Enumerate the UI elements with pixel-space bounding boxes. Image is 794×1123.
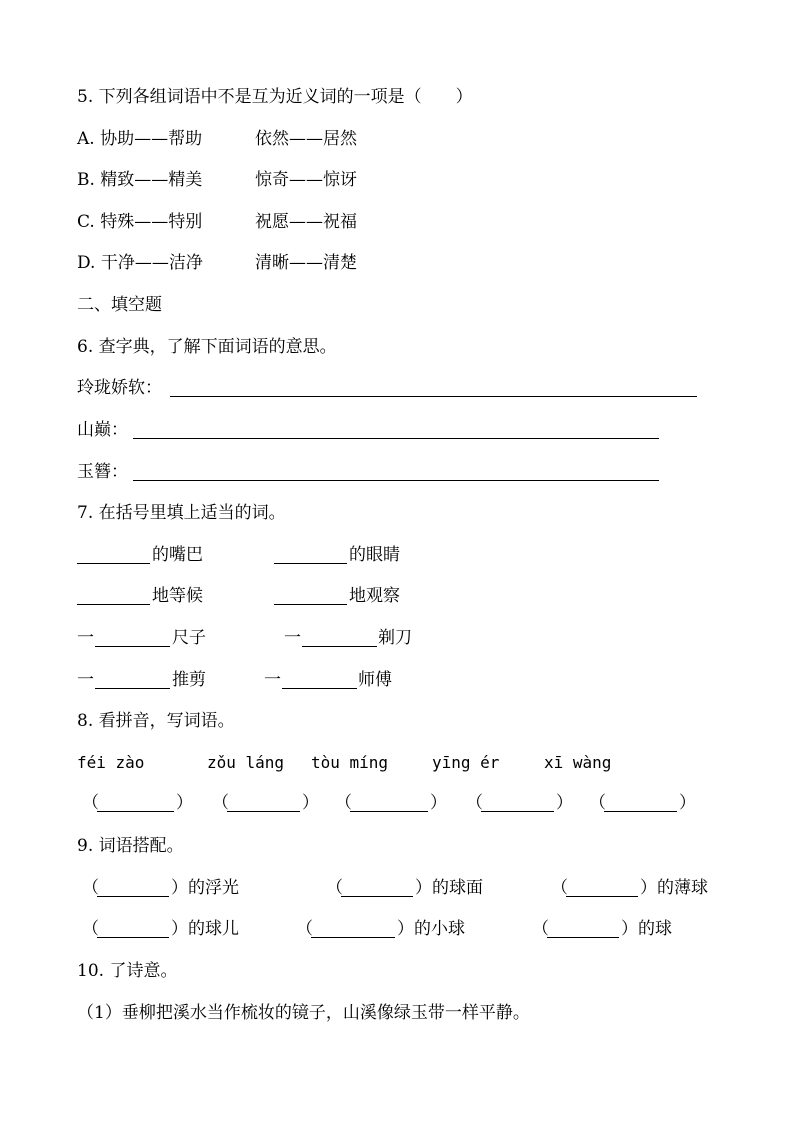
q7-blank-2[interactable] xyxy=(274,548,347,564)
q9-open-6: （ xyxy=(532,919,549,939)
q10-item-1: （1）垂柳把溪水当作梳妆的镜子，山溪像绿玉带一样平静。 xyxy=(77,1003,530,1023)
q8-bracket-open-5: （ xyxy=(589,793,606,813)
q9-open-5: （ xyxy=(296,919,313,939)
q7-prefix-5: 一 xyxy=(77,628,94,648)
q9-blank-3[interactable] xyxy=(566,881,638,897)
q9-blank-1[interactable] xyxy=(97,881,169,897)
q8-pinyin-3: tòu míng xyxy=(311,753,389,772)
q6-item-3-answer-line[interactable] xyxy=(133,465,659,481)
q7-text-6: 剃刀 xyxy=(378,628,412,648)
q10-stem: 10. 了诗意。 xyxy=(77,961,178,981)
q9-blank-5[interactable] xyxy=(311,922,395,938)
q8-answer-3[interactable] xyxy=(350,796,428,812)
q5-option-d-right: 清晰——清楚 xyxy=(255,253,357,273)
q6-item-2-answer-line[interactable] xyxy=(133,423,659,439)
q9-text-6: ）的球 xyxy=(621,919,672,939)
q8-pinyin-5: xī wàng xyxy=(544,753,612,772)
section-heading: 二、填空题 xyxy=(77,295,162,315)
q9-open-3: （ xyxy=(551,878,568,898)
q9-text-4: ）的球儿 xyxy=(171,919,239,939)
q9-blank-4[interactable] xyxy=(97,922,169,938)
q8-bracket-open-4: （ xyxy=(466,793,483,813)
q6-item-3-label: 玉簪： xyxy=(77,462,128,482)
q5-option-b-left: B. 精致——精美 xyxy=(77,170,203,190)
q7-prefix-6: 一 xyxy=(284,628,301,648)
q9-open-1: （ xyxy=(82,878,99,898)
q7-text-4: 地观察 xyxy=(349,586,400,606)
q8-pinyin-4: yīng ér xyxy=(432,753,500,772)
q8-answer-1[interactable] xyxy=(97,796,174,812)
q6-stem: 6. 查字典，了解下面词语的意思。 xyxy=(77,337,337,357)
q6-item-1-answer-line[interactable] xyxy=(170,381,697,397)
q8-bracket-close-4: ） xyxy=(556,793,573,813)
q7-prefix-8: 一 xyxy=(264,670,281,690)
q8-answer-5[interactable] xyxy=(604,796,677,812)
q9-text-1: ）的浮光 xyxy=(171,878,239,898)
q9-text-5: ）的小球 xyxy=(397,919,465,939)
q8-bracket-close-3: ） xyxy=(430,793,447,813)
q7-blank-6[interactable] xyxy=(302,631,377,647)
q7-blank-3[interactable] xyxy=(77,589,150,605)
q5-option-c-right: 祝愿——祝福 xyxy=(255,212,357,232)
q7-text-3: 地等候 xyxy=(152,586,203,606)
q9-blank-2[interactable] xyxy=(341,881,413,897)
q9-text-2: ）的球面 xyxy=(415,878,483,898)
q7-blank-1[interactable] xyxy=(77,548,150,564)
q8-bracket-open-3: （ xyxy=(335,793,352,813)
q7-blank-5[interactable] xyxy=(95,631,170,647)
q5-option-a-left: A. 协助——帮助 xyxy=(77,129,203,149)
q7-stem: 7. 在括号里填上适当的词。 xyxy=(77,503,286,523)
q8-bracket-open-1: （ xyxy=(82,793,99,813)
q7-blank-4[interactable] xyxy=(274,589,347,605)
q9-stem: 9. 词语搭配。 xyxy=(77,836,184,856)
q9-open-4: （ xyxy=(82,919,99,939)
q7-prefix-7: 一 xyxy=(77,670,94,690)
q8-answer-4[interactable] xyxy=(481,796,554,812)
q7-text-5: 尺子 xyxy=(172,628,206,648)
q7-text-1: 的嘴巴 xyxy=(152,545,203,565)
q8-bracket-open-2: （ xyxy=(212,793,229,813)
q7-text-7: 推剪 xyxy=(172,670,206,690)
q8-bracket-close-1: ） xyxy=(176,793,193,813)
q8-stem: 8. 看拼音，写词语。 xyxy=(77,711,235,731)
q9-blank-6[interactable] xyxy=(547,922,619,938)
q5-option-c-left: C. 特殊——特别 xyxy=(77,212,203,232)
q7-text-2: 的眼睛 xyxy=(349,545,400,565)
q7-blank-7[interactable] xyxy=(95,673,170,689)
q8-pinyin-1: féi zào xyxy=(77,753,145,772)
q9-text-3: ）的薄球 xyxy=(640,878,708,898)
q6-item-2-label: 山巅： xyxy=(77,420,128,440)
q8-bracket-close-5: ） xyxy=(679,793,696,813)
q5-option-b-right: 惊奇——惊讶 xyxy=(255,170,357,190)
q7-text-8: 师傅 xyxy=(358,670,392,690)
q8-pinyin-2: zǒu láng xyxy=(207,753,285,772)
q5-option-d-left: D. 干净——洁净 xyxy=(77,253,203,273)
q7-blank-8[interactable] xyxy=(282,673,357,689)
q6-item-1-label: 玲珑娇软： xyxy=(77,378,162,398)
q5-option-a-right: 依然——居然 xyxy=(255,129,357,149)
q5-stem: 5. 下列各组词语中不是互为近义词的一项是（ ） xyxy=(77,87,473,107)
q8-answer-2[interactable] xyxy=(227,796,300,812)
q9-open-2: （ xyxy=(326,878,343,898)
q8-bracket-close-2: ） xyxy=(302,793,319,813)
